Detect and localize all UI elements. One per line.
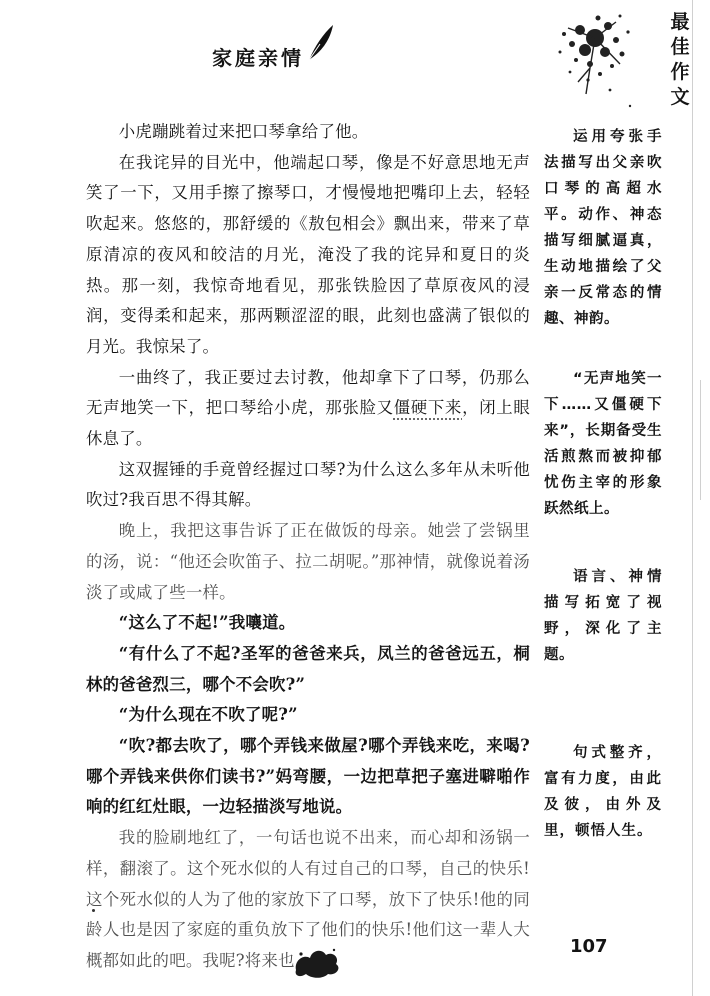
paragraph: 晚上，我把这事告诉了正在做饭的母亲。她尝了尝锅里的汤，说：“他还会吹笛子、拉二胡呢。”那神情，就像说着汤淡了或咸了些一样。 [86, 521, 530, 602]
paragraph: “为什么现在不吹了呢?” [118, 705, 298, 725]
annotation-text: 句式整齐，富有力度，由此及彼，由外及里，顿悟人生。 [544, 745, 662, 839]
paragraph: 小虎蹦跳着过来把口琴拿给了他。 [118, 122, 369, 141]
paragraph-text: ，闭上眼休息了。 [86, 398, 531, 449]
corner-title-char: 最 [670, 11, 690, 33]
section-title: 家庭亲情 [212, 46, 304, 70]
page-number: 107 [570, 936, 608, 957]
margin-line [700, 380, 701, 500]
paragraph: 我的脸刷地红了，一句话也说不出来，而心却和汤锅一样，翻滚了。这个死水似的人有过自己的口琴，自己的快乐!这个死水似的人为了他的家放下了口琴，放下了快乐!他的同龄人也是因了家庭的重负放下了他们的快乐!他们这一辈人大概都如此的吧。我呢?将来也 [86, 828, 530, 970]
corner-title [666, 10, 694, 110]
essay-body [86, 117, 530, 977]
emphasis-dotted: 僵硬下来 [393, 398, 463, 418]
corner-title-char: 作 [670, 61, 690, 83]
paragraph: “这么了不起!”我嚷道。 [118, 613, 296, 633]
annotation-text: 运用夸张手法描写出父亲吹口琴的高超水平。动作、神态描写细腻逼真，生动地描绘了父亲一反常态的情趣、神韵。 [544, 129, 662, 327]
paragraph: 这双握锤的手竟曾经握过口琴?为什么这么多年从未听他吹过?我百思不得其解。 [86, 459, 530, 510]
annotation [544, 124, 662, 332]
paragraph: “吹?都去吹了，哪个弄钱来做屋?哪个弄钱来吃，来喝?哪个弄钱来供你们读书?”妈弯腰，一边把草把子塞进噼啪作响的红红灶眼，一边轻描淡写地说。 [86, 736, 530, 817]
margin-line [692, 0, 693, 996]
paragraph [86, 363, 530, 455]
flower-ink-icon [550, 8, 660, 108]
annotation [544, 564, 662, 668]
corner-title-char: 佳 [670, 36, 690, 58]
corner-title-char: 文 [670, 86, 690, 108]
annotation [544, 740, 662, 844]
annotation [544, 366, 662, 522]
paragraph: 在我诧异的目光中，他端起口琴，像是不好意思地无声笑了一下，又用手擦了擦琴口，才慢慢地把嘴印上去，轻轻吹起来。悠悠的，那舒缓的《敖包相会》飘出来，带来了草原清凉的夜风和皎洁的月光，淹没了我的诧异和夏日的炎热。那一刻，我惊奇地看见，那张铁脸因了草原夜风的浸润，变得柔和起来，那两颗涩涩的眼，此刻也盛满了银似的月光。我惊呆了。 [86, 152, 530, 356]
ink-speck [92, 909, 95, 912]
feather-icon [306, 22, 336, 62]
paragraph: “有什么了不起?圣军的爸爸来兵，凤兰的爸爸远五，桐林的爸爸烈三，哪个不会吹?” [86, 643, 530, 694]
paragraph-text: 一曲终了，我正要过去讨教，他却拿下了口琴，仍那么无声地笑一下，把口琴给小虎，那张脸又 [86, 367, 530, 418]
annotation-text: 语言、神情描写拓宽了视野，深化了主题。 [544, 569, 662, 663]
annotation-text: “无声地笑一下……又僵硬下来”，长期备受生活煎熬而被抑郁忧伤主宰的形象跃然纸上。 [544, 371, 662, 517]
ink-blot-ornament-icon [292, 946, 342, 980]
